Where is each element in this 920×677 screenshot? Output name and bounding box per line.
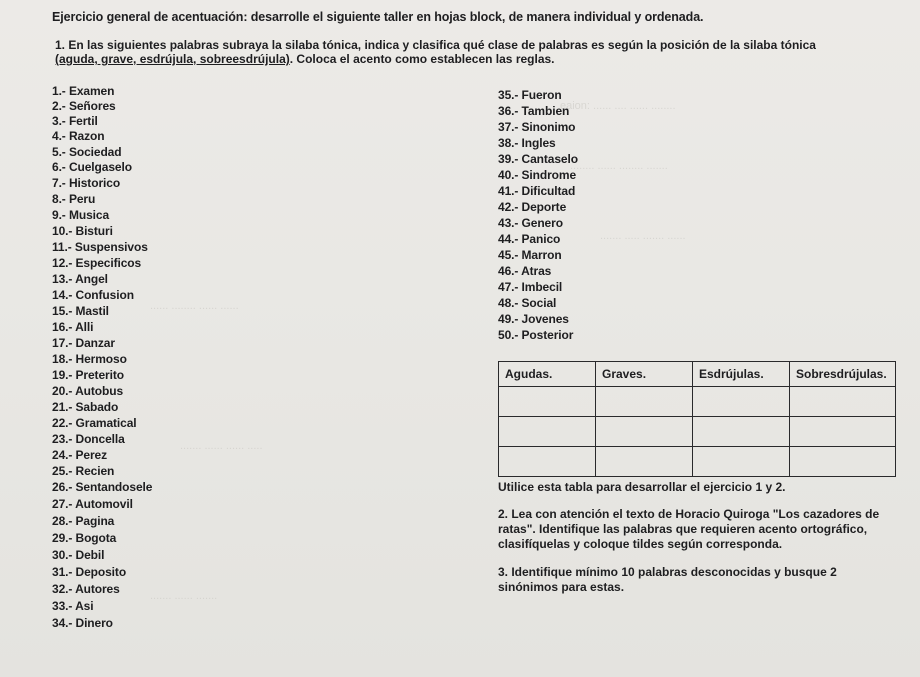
instruction-2: 2. Lea con atención el texto de Horacio Quiroga "Los cazadores de ratas". Identifique las palabras que requieren acento ortográfico, clasifíquelas y coloque tildes según corresponda. (498, 507, 880, 551)
word-item: 25.- Recien (52, 464, 115, 478)
table-cell[interactable] (693, 387, 790, 417)
column-header: Agudas. (499, 362, 596, 387)
word-item: 19.- Preterito (52, 368, 124, 382)
instruction-1: 1. En las siguientes palabras subraya la silaba tónica, indica y clasifica qué clase de palabras es según la posición de la silaba tónica (aguda, grave, esdrújula, sobreesdrújula). Coloca el acento como establecen las reglas. (55, 38, 816, 66)
word-item: 46.- Atras (498, 264, 552, 278)
table-cell[interactable] (693, 417, 790, 447)
table-cell[interactable] (499, 417, 596, 447)
table-cell[interactable] (499, 447, 596, 477)
column-header: Esdrújulas. (693, 362, 790, 387)
word-item: 30.- Debil (52, 548, 105, 562)
word-item: 42.- Deporte (498, 200, 567, 214)
word-item: 8.- Peru (52, 192, 96, 206)
word-item: 17.- Danzar (52, 336, 115, 350)
classification-table (498, 361, 896, 477)
word-item: 26.- Sentandosele (52, 480, 153, 494)
table-caption: Utilice esta tabla para desarrollar el ejercicio 1 y 2. (498, 480, 786, 494)
word-item: 9.- Musica (52, 208, 110, 222)
word-item: 24.- Perez (52, 448, 108, 462)
word-item: 35.- Fueron (498, 88, 562, 102)
word-item: 14.- Confusion (52, 288, 134, 302)
table-cell[interactable] (499, 387, 596, 417)
word-item: 1.- Examen (52, 84, 115, 98)
bleed-through-text: ....... ...... ...... ..... (180, 440, 263, 452)
word-item: 27.- Automovil (52, 497, 133, 511)
word-item: 21.- Sabado (52, 400, 119, 414)
word-item: 10.- Bisturi (52, 224, 113, 238)
word-item: 31.- Deposito (52, 565, 127, 579)
word-item: 34.- Dinero (52, 616, 113, 630)
word-item: 3.- Fertil (52, 114, 98, 128)
table-cell[interactable] (790, 447, 896, 477)
word-item: 12.- Especificos (52, 256, 142, 270)
bleed-through-text: ...... ........ ...... ...... (150, 300, 239, 312)
word-item: 38.- Ingles (498, 136, 556, 150)
table-row (499, 387, 896, 417)
word-item: 5.- Sociedad (52, 145, 122, 159)
table-cell[interactable] (790, 387, 896, 417)
word-item: 44.- Panico (498, 232, 561, 246)
word-item: 4.- Razon (52, 129, 105, 143)
word-item: 36.- Tambien (498, 104, 570, 118)
word-item: 48.- Social (498, 296, 557, 310)
word-item: 22.- Gramatical (52, 416, 137, 430)
word-item: 32.- Autores (52, 582, 120, 596)
word-item: 37.- Sinonimo (498, 120, 576, 134)
bleed-through-text: ....... ...... ....... (150, 590, 218, 602)
word-item: 16.- Alli (52, 320, 94, 334)
bleed-through-text: ....... ..... ....... ...... (600, 230, 686, 242)
table-row (499, 447, 896, 477)
word-item: 7.- Historico (52, 176, 121, 190)
word-item: 2.- Señores (52, 99, 116, 113)
word-item: 39.- Cantaselo (498, 152, 578, 166)
word-item: 23.- Doncella (52, 432, 125, 446)
word-item: 47.- Imbecil (498, 280, 563, 294)
word-item: 50.- Posterior (498, 328, 574, 342)
word-item: 43.- Genero (498, 216, 563, 230)
word-item: 28.- Pagina (52, 514, 115, 528)
bleed-through-text: eaion: ...... .... ...... ........ (560, 100, 676, 112)
word-item: 11.- Suspensivos (52, 240, 148, 254)
instruction-3: 3. Identifique mínimo 10 palabras desconocidas y busque 2 sinónimos para estas. (498, 565, 837, 594)
word-item: 13.- Angel (52, 272, 108, 286)
word-item: 33.- Asi (52, 599, 94, 613)
word-item: 29.- Bogota (52, 531, 117, 545)
word-item: 40.- Sindrome (498, 168, 577, 182)
word-item: 41.- Dificultad (498, 184, 576, 198)
table-cell[interactable] (790, 417, 896, 447)
worksheet-title: Ejercicio general de acentuación: desarrolle el siguiente taller en hojas block, de manera individual y ordenada. (52, 10, 704, 24)
word-item: 49.- Jovenes (498, 312, 569, 326)
column-header: Graves. (596, 362, 693, 387)
word-item: 15.- Mastil (52, 304, 109, 318)
word-item: 6.- Cuelgaselo (52, 160, 132, 174)
word-item: 45.- Marron (498, 248, 562, 262)
column-header: Sobresdrújulas. (790, 362, 896, 387)
word-item: 20.- Autobus (52, 384, 124, 398)
word-item: 18.- Hermoso (52, 352, 127, 366)
table-cell[interactable] (596, 387, 693, 417)
table-cell[interactable] (693, 447, 790, 477)
bleed-through-text: ........ ...... ........ ....... (570, 160, 668, 172)
table-cell[interactable] (596, 447, 693, 477)
table-header-row (499, 362, 896, 387)
table-row (499, 417, 896, 447)
table-cell[interactable] (596, 417, 693, 447)
